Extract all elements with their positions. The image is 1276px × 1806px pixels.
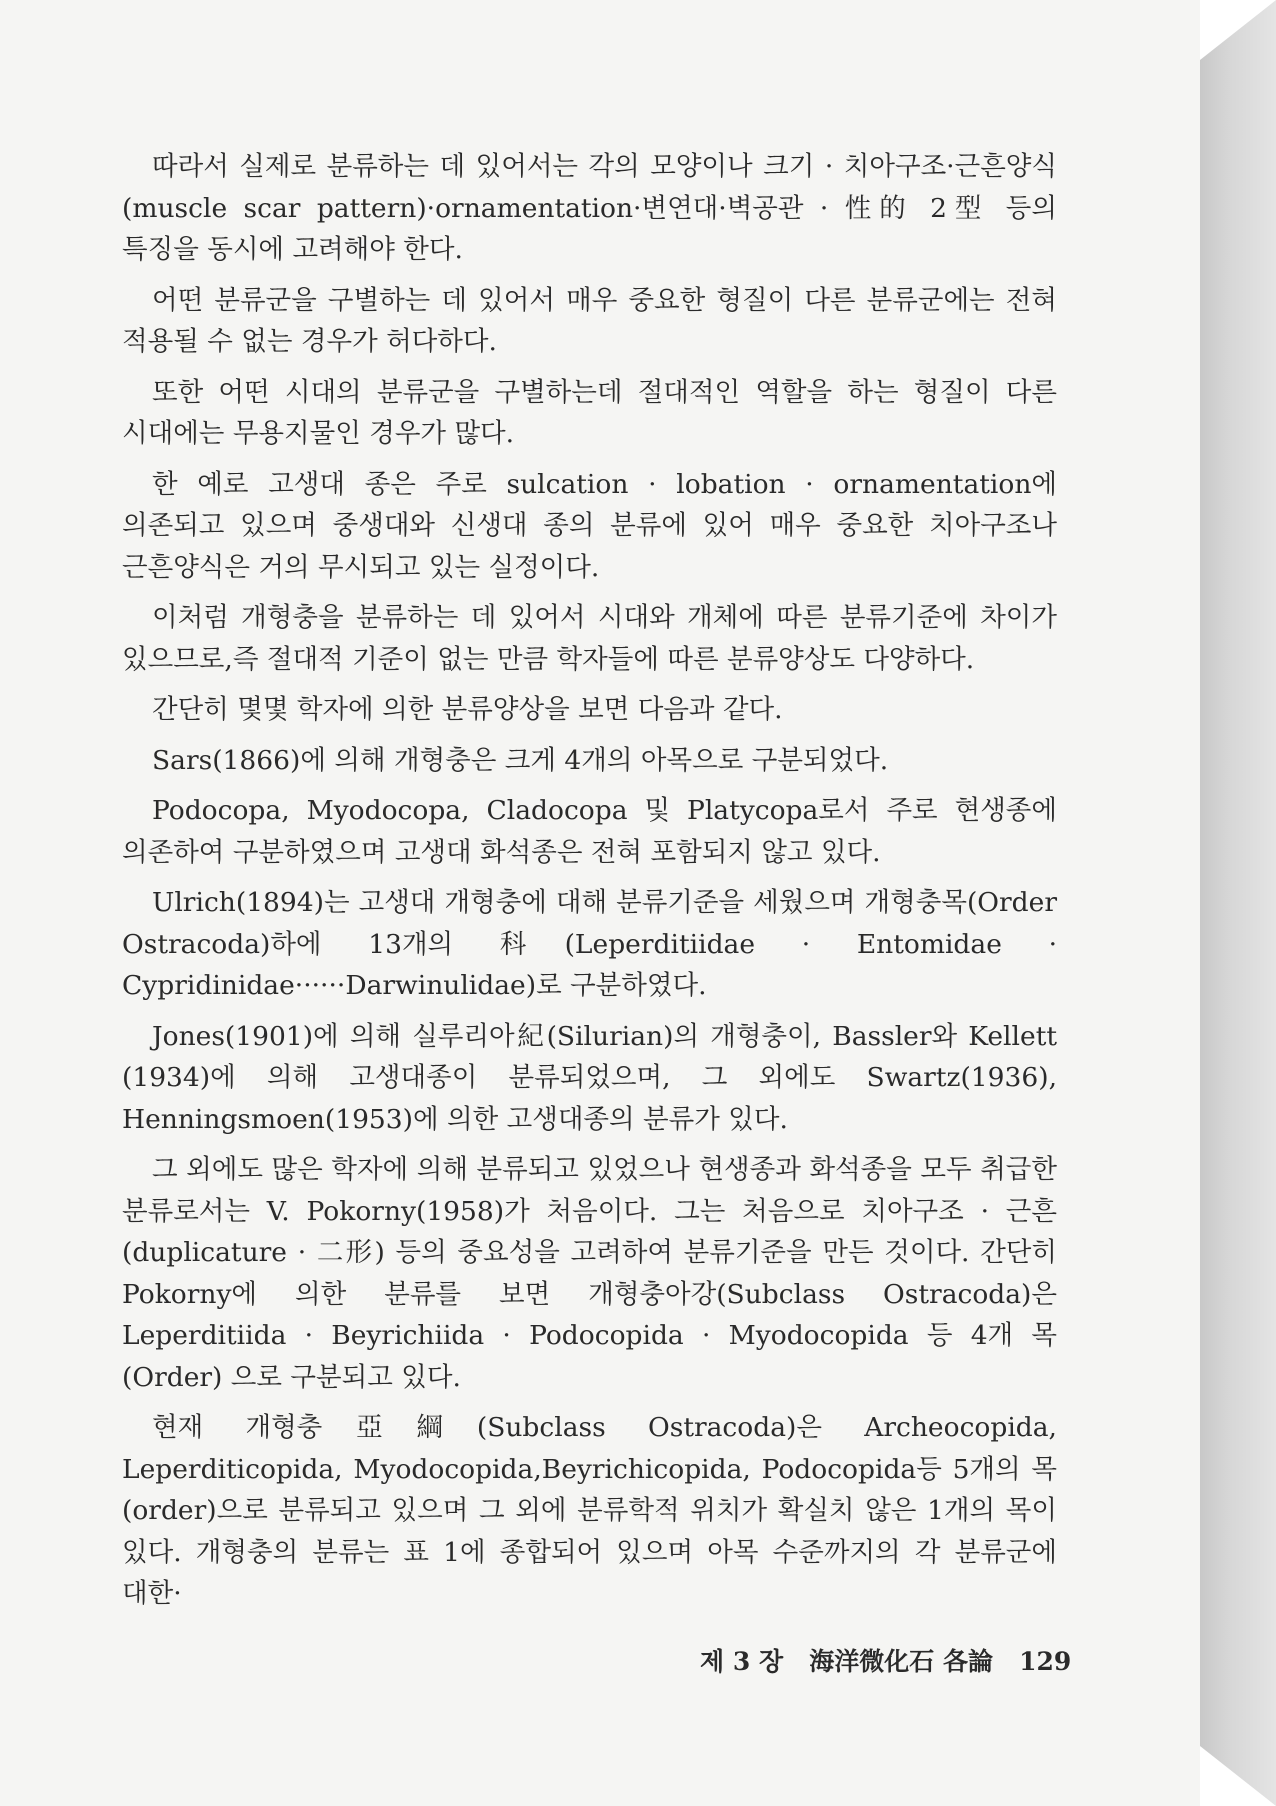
paragraph-12: 현재 개형충亞綱(Subclass Ostracoda)은 Archeocopida, Leperditicopida, Myodocopida,Beyrichicopida, Podocopida등 5개의 목(order)으로 분류되고 있으며 그 외에 분류학적 위치가 확실치 않은 1개의 목이 있다. 개형충의 분류는 표 1에 종합되어 있으며 아목 수준까지의 각 분류군에 대한· <box>122 1412 1057 1609</box>
paragraph-7: Sars(1866)에 의해 개형충은 크게 4개의 아목으로 구분되었다. <box>152 744 889 776</box>
book-edge <box>1200 0 1276 1806</box>
paragraph-10: Jones(1901)에 의해 실루리아紀(Silurian)의 개형충이, Bassler와 Kellett (1934)에 의해 고생대종이 분류되었으며, 그 외에도 Swartz(1936), Henningsmoen(1953)에 의한 고생대종의 분류가 있다. <box>122 1020 1057 1135</box>
paragraph-5: 이처럼 개형충을 분류하는 데 있어서 시대와 개체에 따른 분류기준에 차이가 있으므로,즉 절대적 기준이 없는 만큼 학자들에 따른 분류양상도 다양하다. <box>122 602 1057 675</box>
paragraph-9: Ulrich(1894)는 고생대 개형충에 대해 분류기준을 세웠으며 개형충목(Order Ostracoda)하에 13개의 科(Leperditiidae · Entomidae · Cypridinidae······Darwinulidae)로 구분하였다. <box>122 887 1057 1001</box>
body-text <box>122 146 1057 1624</box>
paragraph-1: 따라서 실제로 분류하는 데 있어서는 각의 모양이나 크기 · 치아구조·근흔양식 (muscle scar pattern)·ornamentation·변연대·벽공관 · 性的 2型 등의 특징을 동시에 고려해야 한다. <box>122 151 1057 265</box>
footer-title: 海洋微化石 各論 <box>809 1647 993 1676</box>
page-footer <box>700 1642 1072 1678</box>
paragraph-4: 한 예로 고생대 종은 주로 sulcation · lobation · ornamentation에 의존되고 있으며 중생대와 신생대 종의 분류에 있어 매우 중요한 치아구조나 근흔양식은 거의 무시되고 있는 실정이다. <box>122 468 1057 583</box>
paragraph-11: 그 외에도 많은 학자에 의해 분류되고 있었으나 현생종과 화석종을 모두 취급한 분류로서는 V. Pokorny(1958)가 처음이다. 그는 처음으로 치아구조 · 근흔(duplicature · 二形) 등의 중요성을 고려하여 분류기준을 만든 것이다. 간단히 Pokorny에 의한 분류를 보면 개형충아강(Subclass Ostracoda)은 Leperditiida · Beyrichiida · Podocopida · Myodocopida 등 4개 목(Order) 으로 구분되고 있다. <box>122 1154 1057 1393</box>
footer-chapter: 제 3 장 <box>700 1647 784 1676</box>
paragraph-8: Podocopa, Myodocopa, Cladocopa 및 Platycopa로서 주로 현생종에 의존하여 구분하였으며 고생대 화석종은 전혀 포함되지 않고 있다. <box>122 795 1057 868</box>
book-edge-bottom-corner <box>1200 1746 1276 1806</box>
page-number: 129 <box>1019 1647 1072 1676</box>
paragraph-2: 어떤 분류군을 구별하는 데 있어서 매우 중요한 형질이 다른 분류군에는 전혀 적용될 수 없는 경우가 허다하다. <box>122 284 1057 357</box>
book-edge-top-corner <box>1200 0 1276 60</box>
paragraph-3: 또한 어떤 시대의 분류군을 구별하는데 절대적인 역할을 하는 형질이 다른 시대에는 무용지물인 경우가 많다. <box>122 376 1057 449</box>
paragraph-6: 간단히 몇몇 학자에 의한 분류양상을 보면 다음과 같다. <box>152 694 783 725</box>
